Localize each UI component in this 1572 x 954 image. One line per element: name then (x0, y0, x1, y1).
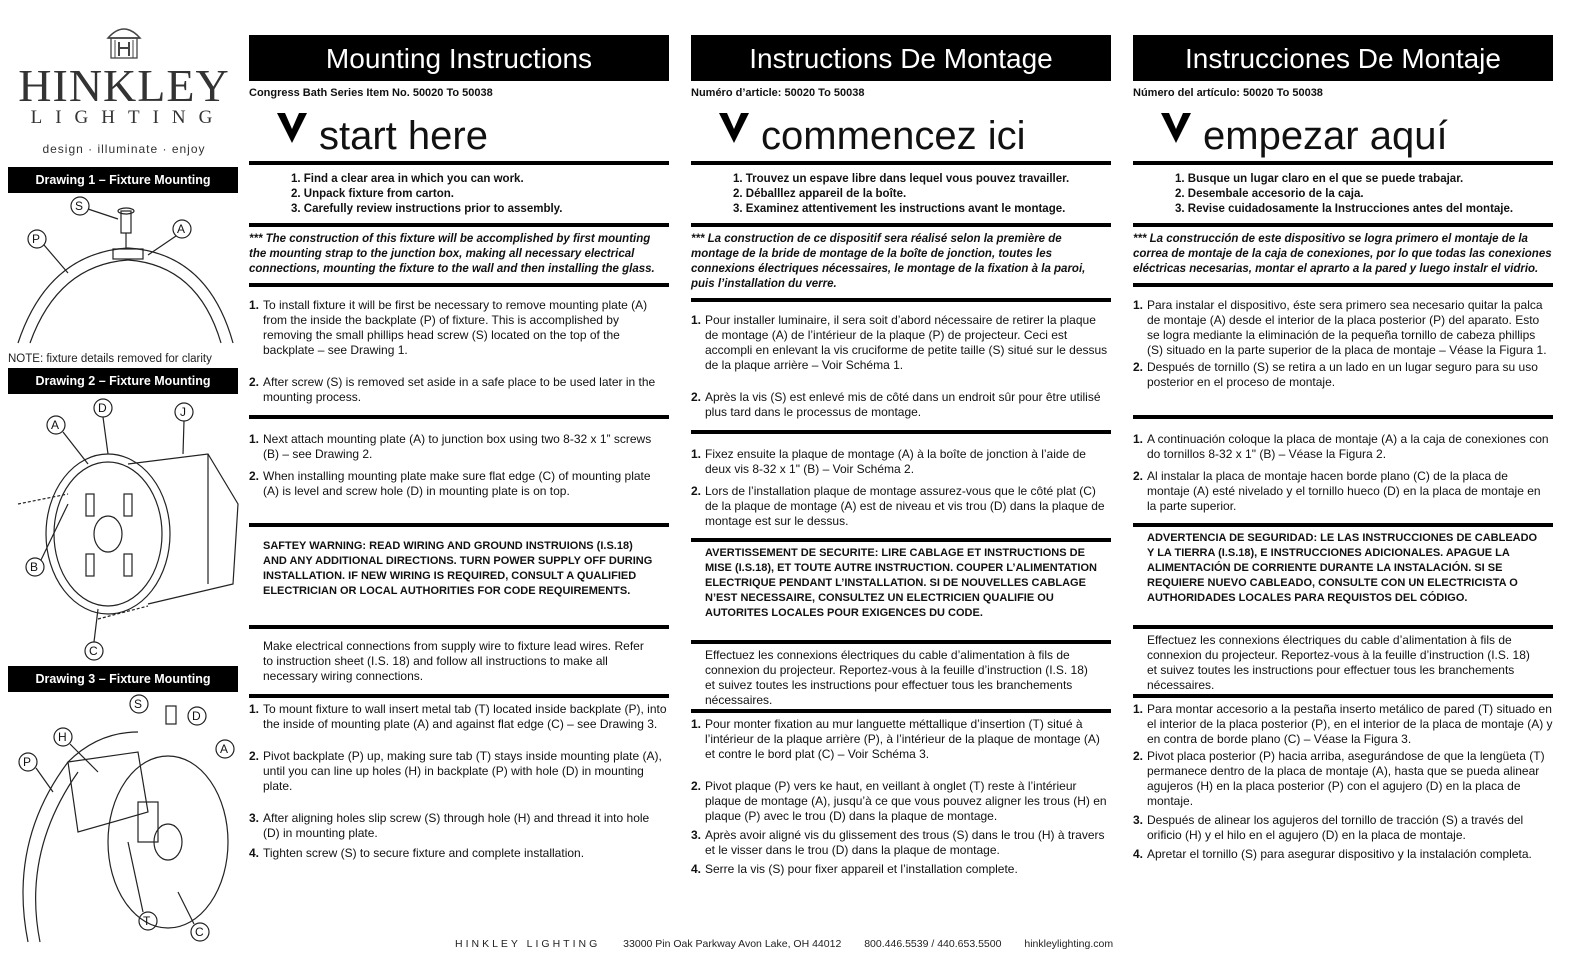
prep-step: 3. Revise cuidadosamente la Instrucciones antes del montaje. (1175, 203, 1514, 215)
step-text: Después de tornillo (S) se retira a un lado en un lugar seguro para su uso posterior en el proceso de montaje. (1147, 360, 1538, 389)
prep-step: 2. Desembale accesorio de la caja. (1175, 188, 1364, 200)
step-text: Pivot placa posterior (P) hacia arriba, asegurándose de que la lengüeta (T) permanece dentro de la placa de montaje (A), hasta que se pueda alinear agujeros (H) en la placa posterior (P) con el agujero (D) en la placa de montaje. (1147, 749, 1545, 808)
column-spanish (1133, 35, 1553, 862)
footer-address: 33000 Pin Oak Parkway Avon Lake, OH 44012 (623, 938, 842, 950)
section-mount-fixture: 1. To mount fixture to wall insert metal tab (T) located inside backplate (P), into the inside of mounting plate (A) and against flat edge (C) – see Drawing 3. 2. Pivot backplate (P) up, making sure tab (T) stays inside mounting plate (A), until you can line up holes (H) in backplate (P) with hole (D) in mounting plate. 3. After aligning holes slip screw (S) through hole (H) and thread it into hole (D) in mounting plate. 4. Tighten screw (S) to secure fixture and complete installation. (249, 698, 669, 861)
prep-steps (1133, 165, 1553, 223)
step-text: Al instalar la placa de montaje hacen borde plano (C) de la placa de montaje (A) esté nivelado y el tornillo hueco (D) en la placa de montaje en la parte superior. (1147, 469, 1541, 513)
safety-warning: AVERTISSEMENT DE SECURITE: LIRE CABLAGE ET INSTRUCTIONS DE MISE (I.S.18), ET TOUTE AUTRE INSTRUCTION. COUPER L’ALIMENTATION ELECTRIQUE PENDANT L’INSTALLATION. SI DE NOUVELLES CABLAGE N’EST NECESSAIRE, CONSULTEZ UN ELECTRICIEN QUALIFIE OU AUTORITES LOCALES POUR EXIGENCES DU CODE. (705, 547, 1097, 619)
step-text: Apretar el tornillo (S) para asegurar dispositivo y la instalación completa. (1147, 847, 1532, 861)
prep-step: 1. Find a clear area in which you can work. (291, 173, 524, 185)
drawing-1-title: Drawing 1 – Fixture Mounting (8, 167, 238, 193)
intro-note: *** La construcción de este dispositivo se logra primero el montaje de la correa de montaje de la caja de conexiones, por lo que todas las conexiones eléctricas necesarias, montar el aprarto a la pared y luego instalr el vidrio. (1133, 233, 1552, 275)
column-heading: Instructions De Montage (691, 35, 1111, 81)
lamp-logo-icon (102, 18, 146, 60)
step-text: Para montar accesorio a la pestaña inserto metálico de pared (T) situado en el interior de la placa posterior (P), en el interior de la placa de montaje (A) y en contra de borde plano (C) – Véase la Figura 3. (1147, 702, 1553, 746)
start-here (249, 107, 669, 161)
step-text: To mount fixture to wall insert metal tab (T) located inside backplate (P), into the inside of mounting plate (A) and against flat edge (C) – see Drawing 3. (263, 702, 667, 731)
label-h: H (58, 730, 67, 744)
footer-company: HINKLEY LIGHTING (455, 938, 601, 950)
section-mount-fixture: 1. Pour monter fixation au mur languette méttallique d’insertion (T) situé à l’intérieur de la plaque arrière (P), à l’intérieur de la plaque de montage (A) et contre le bord plat (C) – Voir Schéma 3. 2. Pivot plaque (P) vers ke haut, en veillant à onglet (T) reste à l’intérieur plaque de montage (A), jusqu’à ce que vous pouvez aligner les trous (H) en plaque (P) avec le trou (D) dans la plaque de montage. 3. Après avoir aligné vis du glissement des trous (S) dans le trou (H) à travers et le visser dans le trou (D) dans la plaque de montage. 4. Serre la vis (S) pour fixer appareil et l’installation complete. (691, 713, 1111, 877)
wiring-note: Make electrical connections from supply wire to fixture lead wires. Refer to instruction sheet (I.S. 18) and follow all instructions to make all necessary wiring connections. (263, 639, 644, 683)
step-text: After screw (S) is removed set aside in a safe place to be used later in the mounting process. (263, 375, 656, 404)
label-b: B (30, 560, 39, 574)
step-text: Después de alinear los agujeros del tornillo de tracción (S) a través del orificio (H) y el hilo en el agujero (D) en la placa de montaje. (1147, 813, 1524, 842)
brand-tagline: design · illuminate · enjoy (42, 142, 206, 156)
drawing-2-title: Drawing 2 – Fixture Mounting (8, 368, 238, 394)
step-text: Fixez ensuite la plaque de montage (A) à la boîte de jonction à l’aide de deux vis 8-32 x 1" (B) – Voir Schéma 2. (705, 447, 1086, 476)
drawing-note: NOTE: fixture details removed for clarity (8, 353, 212, 365)
drawing-3-title: Drawing 3 – Fixture Mounting (8, 666, 238, 692)
chevron-down-icon (275, 109, 309, 149)
footer-phone: 800.446.5539 / 440.653.5500 (864, 938, 1002, 950)
wiring-note: Effectuez les connexions électriques du cable d’alimentation à fils de connexion du projecteur. Reportez-vous à la feuille d’instruction (I.S. 18) et suivez toutes les instructions pour effectuer tous les branchements nécessaires. (705, 648, 1088, 707)
label-c: C (89, 644, 98, 658)
label-s3: S (134, 697, 143, 711)
step-text: Après la vis (S) est enlevé mis de côté dans un endroit sûr pour être utilisé plus tard dans le processus de montage. (705, 390, 1101, 419)
start-here (691, 107, 1111, 161)
section-attach-plate: 1. A continuación coloque la placa de montaje (A) a la caja de conexiones con do tornillos 8-32 x 1" (B) – Véase la Figura 2. 2. Al instalar la placa de montaje hacen borde plano (C) de la placa de montaje (A) esté nivelado y el tornillo hueco (D) en la placa de montaje en la parte superior. (1133, 419, 1553, 523)
step-text: Après avoir aligné vis du glissement des trous (S) dans le trou (H) à travers et le visser dans le trou (D) dans la plaque de montage. (705, 828, 1105, 857)
intro-note: *** The construction of this fixture will be accomplished by first mounting the mounting strap to the junction box, making all necessary electrical connections, mounting the fixture to the wall and then installing the glass. (249, 233, 655, 275)
step-text: After aligning holes slip screw (S) through hole (H) and thread it into hole (D) in mounting plate. (263, 811, 650, 840)
column-heading: Instrucciones De Montaje (1133, 35, 1553, 81)
prep-step: 3. Carefully review instructions prior to assembly. (291, 203, 563, 215)
step-text: Serre la vis (S) pour fixer appareil et l’installation complete. (705, 862, 1018, 876)
column-french (691, 35, 1111, 877)
prep-step: 3. Examinez attentivement les instructions avant le montage. (733, 203, 1066, 215)
intro-note: *** La construction de ce dispositif sera réalisé selon la première de montage de la bride de montage de la boîte de jonction, toutes les connexions électriques nécessaires, le montage de la fixation à la paroi, puis l’installation du verre. (691, 233, 1086, 290)
step-text: Pour installer luminaire, il sera soit d’abord nécessaire de retirer la plaque de montage (A) de l’intérieur de la plaque (P) de projecteur. Ceci est accompli en enlevant la vis cruciforme de petite taille (S) situé sur le dessus de la plaque arrière – Voir Schéma 1. (705, 313, 1108, 372)
drawing-2-illustration (8, 394, 240, 664)
brand-sub: LIGHTING (30, 107, 226, 128)
chevron-down-icon (717, 109, 751, 149)
safety-warning: ADVERTENCIA DE SEGURIDAD: LE LAS INSTRUCCIONES DE CABLEADO Y LA TIERRA (I.S.18), E INSTRUCCIONES ADICIONALES. APAGUE LA ALIMENTACIÓN DE CORRIENTE DURANTE LA INSTALACIÓN. SI SE REQUIERE NUEVO CABLEADO, CONSULTE CON UN ELECTRICISTA O AUTHORIDADES LOCALES PARA REQUISTOS DEL CÓDIGO. (1147, 532, 1538, 604)
section-attach-plate: 1. Fixez ensuite la plaque de montage (A) à la boîte de jonction à l’aide de deux vis 8-32 x 1" (B) – Voir Schéma 2. 2. Lors de l’installation plaque de montage assurez-vous que le côté plat (C) de la plaque de montage (A) est de niveau et vis trou (D) dans la plaque de montage est sur le dessus. (691, 434, 1111, 538)
start-label: commencez ici (761, 114, 1026, 158)
start-label: empezar aquí (1203, 114, 1448, 158)
step-text: Pivot plaque (P) vers ke haut, en veillant à onglet (T) reste à l’intérieur plaque de montage (A), jusqu’à ce que vous pouvez aligner les trous (H) en plaque (P) avec le trou (D) dans la plaque de montage. (705, 779, 1107, 823)
label-a3: A (220, 742, 229, 756)
drawing-1-illustration (8, 193, 240, 351)
step-text: Tighten screw (S) to secure fixture and complete installation. (263, 846, 585, 860)
section-mount-fixture: 1. Para montar accesorio a la pestaña inserto metálico de pared (T) situado en el interior de la placa posterior (P), en el interior de la placa de montaje (A) y en contra de borde plano (C) – Véase la Figura 3. 2. Pivot placa posterior (P) hacia arriba, asegurándose de que la lengüeta (T) permanece dentro de la placa de montaje (A), hasta que se pueda alinear agujeros (H) en la placa posterior (P) con el agujero (D) en la placa de montaje. 3. Después de alinear los agujeros del tornillo de tracción (S) a través del orificio (H) y el hilo en el agujero (D) en la placa de montaje. 4. Apretar el tornillo (S) para asegurar dispositivo y la instalación completa. (1133, 702, 1553, 861)
prep-steps (249, 165, 669, 223)
safety-warning: SAFTEY WARNING: READ WIRING AND GROUND INSTRUIONS (I.S.18) AND ANY ADDITIONAL DIRECTIONS. TURN POWER SUPPLY OFF DURING INSTALLATION. IF NEW WIRING IS REQUIRED, CONSULT A QUALIFIED ELECTRICIAN OR LOCAL AUTHORITIES FOR CODE REQUIREMENTS. (263, 540, 653, 597)
step-text: Pour monter fixation au mur languette méttallique d’insertion (T) situé à l’intérieur de la plaque arrière (P), à l’intérieur de la plaque de montage (A) et contre le bord plat (C) – Voir Schéma 3. (705, 717, 1100, 761)
label-d: D (98, 401, 107, 415)
label-d3: D (192, 709, 201, 723)
label-p3: P (23, 755, 32, 769)
step-text: Para instalar el dispositivo, éste sera primero sea necesario quitar la palca de montaje (A) desde el interior de la placa posterior (P) del aparato. Esto se logra mediante la eliminación de la pequeña tornillo de cabeza phillips (S) situado en la parte superior de la placa de montaje – Véase la Figura 1. (1147, 298, 1547, 357)
label-t: T (143, 914, 151, 928)
prep-steps (691, 165, 1111, 223)
step-text: When installing mounting plate make sure flat edge (C) of mounting plate (A) is level and screw hole (D) in mounting plate is on top. (263, 469, 651, 498)
prep-step: 2. Unpack fixture from carton. (291, 188, 454, 200)
item-number: Numéro d’article: 50020 To 50038 (691, 87, 865, 99)
prep-step: 1. Trouvez un espave libre dans lequel vous pouvez travailler. (733, 173, 1070, 185)
footer (455, 938, 1133, 950)
footer-web[interactable]: hinkleylighting.com (1024, 938, 1114, 950)
start-label: start here (319, 114, 488, 158)
section-remove-plate: 1. Pour installer luminaire, il sera soit d’abord nécessaire de retirer la plaque de montage (A) de l’intérieur de la plaque (P) de projecteur. Ceci est accompli en enlevant la vis cruciforme de petite taille (S) situé sur le dessus de la plaque arrière – Voir Schéma 1. 2. Après la vis (S) est enlevé mis de côté dans un endroit sûr pour être utilisé plus tard dans le processus de montage. (691, 302, 1111, 430)
section-attach-plate: 1. Next attach mounting plate (A) to junction box using two 8-32 x 1” screws (B) – see Drawing 2. 2. When installing mounting plate make sure flat edge (C) of mounting plate (A) is level and screw hole (D) in mounting plate is on top. (249, 419, 669, 523)
column-english (249, 35, 669, 861)
column-heading: Mounting Instructions (249, 35, 669, 81)
label-p: P (32, 232, 41, 246)
step-text: Next attach mounting plate (A) to junction box using two 8-32 x 1” screws (B) – see Drawing 2. (263, 432, 652, 461)
label-a2: A (51, 418, 60, 432)
wiring-note: Effectuez les connexions électriques du cable d’alimentation à fils de connexion du projecteur. Reportez-vous à la feuille d’instruction (I.S. 18) et suivez toutes les instructions pour effectuer tous les branchements nécessaires. (1147, 633, 1530, 692)
brand-name: HINKLEY (18, 60, 230, 111)
section-remove-plate: 1. Para instalar el dispositivo, éste sera primero sea necesario quitar la palca de montaje (A) desde el interior de la placa posterior (P) del aparato. Esto se logra mediante la eliminación de la pequeña tornillo de cabeza phillips (S) situado en la parte superior de la placa de montaje – Véase la Figura 1. 2. Después de tornillo (S) se retira a un lado en un lugar seguro para su uso posterior en el proceso de montaje. (1133, 287, 1553, 415)
section-remove-plate: 1. To install fixture it will be first be necessary to remove mounting plate (A) from the inside the backplate (P) of fixture. This is accomplished by removing the small phillips head screw (S) located on the top of the backplate – see Drawing 1. 2. After screw (S) is removed set aside in a safe place to be used later in the mounting process. (249, 287, 669, 415)
item-number: Número del artículo: 50020 To 50038 (1133, 87, 1323, 99)
step-text: A continuación coloque la placa de montaje (A) a la caja de conexiones con do tornillos 8-32 x 1" (B) – Véase la Figura 2. (1147, 432, 1549, 461)
brand-logo (6, 18, 242, 156)
step-text: To install fixture it will be first be necessary to remove mounting plate (A) from the inside the backplate (P) of fixture. This is accomplished by removing the small phillips head screw (S) located on the top of the backplate – see Drawing 1. (263, 298, 648, 357)
chevron-down-icon (1159, 109, 1193, 149)
label-c3: C (195, 925, 204, 939)
start-here (1133, 107, 1553, 161)
label-j: J (180, 405, 186, 419)
item-number: Congress Bath Series Item No. 50020 To 50038 (249, 87, 493, 99)
prep-step: 1. Busque un lugar claro en el que se puede trabajar. (1175, 173, 1464, 185)
label-s: S (75, 199, 84, 213)
step-text: Pivot backplate (P) up, making sure tab (T) stays inside mounting plate (A), until you can line up holes (H) in backplate (P) with hole (D) in mounting plate. (263, 749, 662, 793)
step-text: Lors de l’installation plaque de montage assurez-vous que le côté plat (C) de la plaque de montage (A) est de niveau et vis trou (D) dans la plaque de montage est sur le dessus. (705, 484, 1105, 528)
prep-step: 2. Déballlez appareil de la boîte. (733, 188, 907, 200)
label-a: A (177, 222, 186, 236)
drawing-3-illustration (8, 692, 240, 950)
